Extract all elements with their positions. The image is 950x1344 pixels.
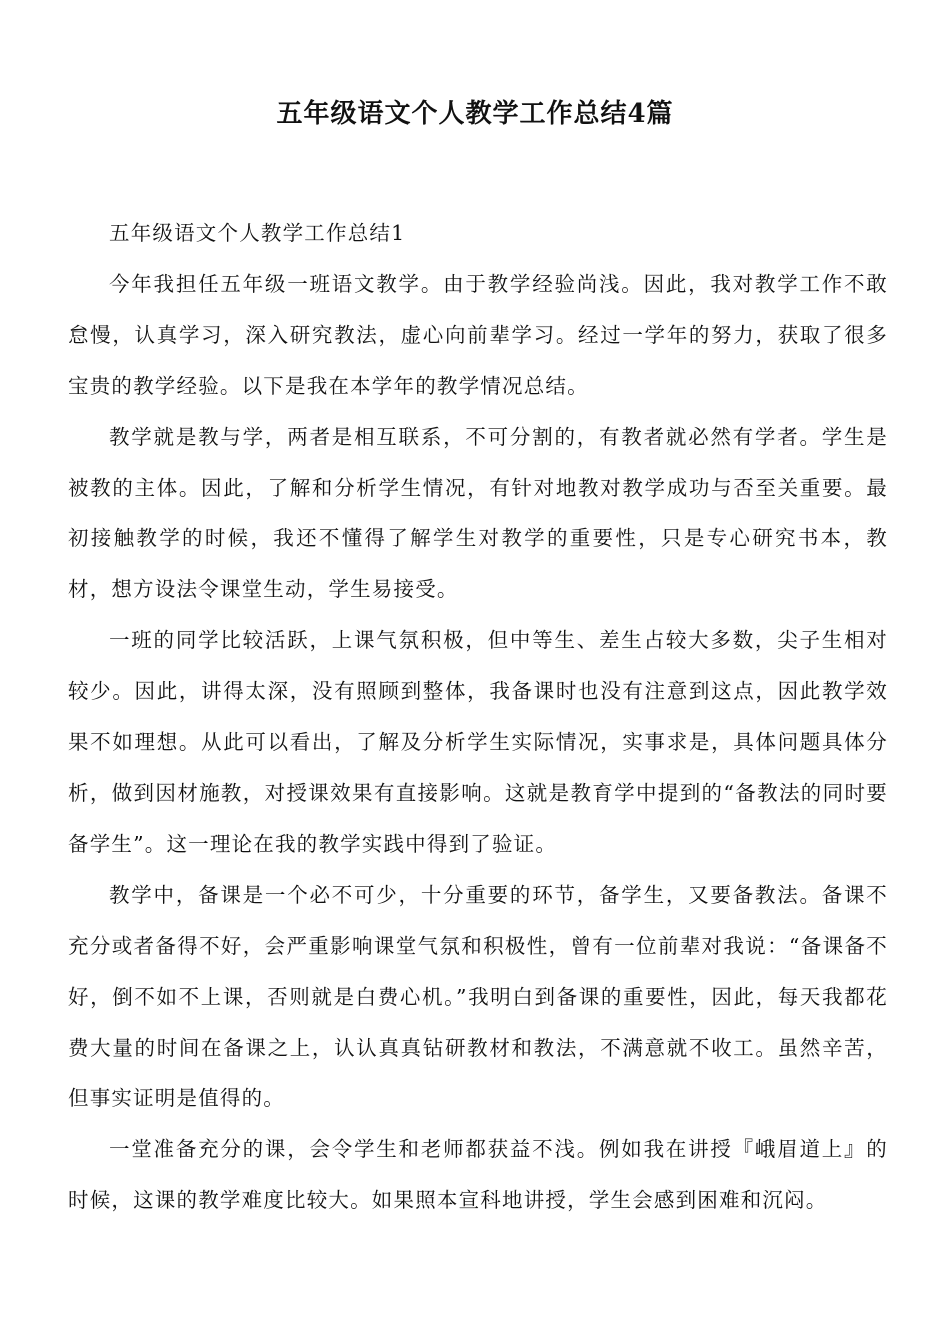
paragraph-4: 教学中，备课是一个必不可少，十分重要的环节，备学生，又要备教法。备课不充分或者备得不好，会严重影响课堂气氛和积极性，曾有一位前辈对我说：“备课备不好，倒不如不上课，否则就是白费心机。”我明白到备课的重要性，因此，每天我都花费大量的时间在备课之上，认认真真钻研教材和教法，不满意就不收工。虽然辛苦，但事实证明是值得的。 — [68, 882, 888, 1111]
document-title: 五年级语文个人教学工作总结4篇 — [276, 99, 674, 129]
paragraph-3: 一班的同学比较活跃，上课气氛积极，但中等生、差生占较大多数，尖子生相对较少。因此，讲得太深，没有照顾到整体，我备课时也没有注意到这点，因此教学效果不如理想。从此可以看出，了解及分析学生实际情况，实事求是，具体问题具体分析，做到因材施教，对授课效果有直接影响。这就是教育学中提到的“备教法的同时要备学生”。这一理论在我的教学实践中得到了验证。 — [68, 628, 888, 856]
paragraph-1: 今年我担任五年级一班语文教学。由于教学经验尚浅。因此，我对教学工作不敢怠慢，认真学习，深入研究教法，虚心向前辈学习。经过一学年的努力，获取了很多宝贵的教学经验。以下是我在本学年的教学情况总结。 — [68, 271, 888, 398]
section-heading: 五年级语文个人教学工作总结1 — [109, 221, 406, 245]
paragraph-2: 教学就是教与学，两者是相互联系，不可分割的，有教者就必然有学者。学生是被教的主体。因此，了解和分析学生情况，有针对地教对教学成功与否至关重要。最初接触教学的时候，我还不懂得了解学生对教学的重要性，只是专心研究书本，教材，想方设法令课堂生动，学生易接受。 — [68, 424, 888, 602]
paragraph-5: 一堂准备充分的课，会令学生和老师都获益不浅。例如我在讲授『峨眉道上』的时候，这课的教学难度比较大。如果照本宣科地讲授，学生会感到困难和沉闷。 — [68, 1137, 888, 1213]
document-body — [68, 208, 888, 1226]
